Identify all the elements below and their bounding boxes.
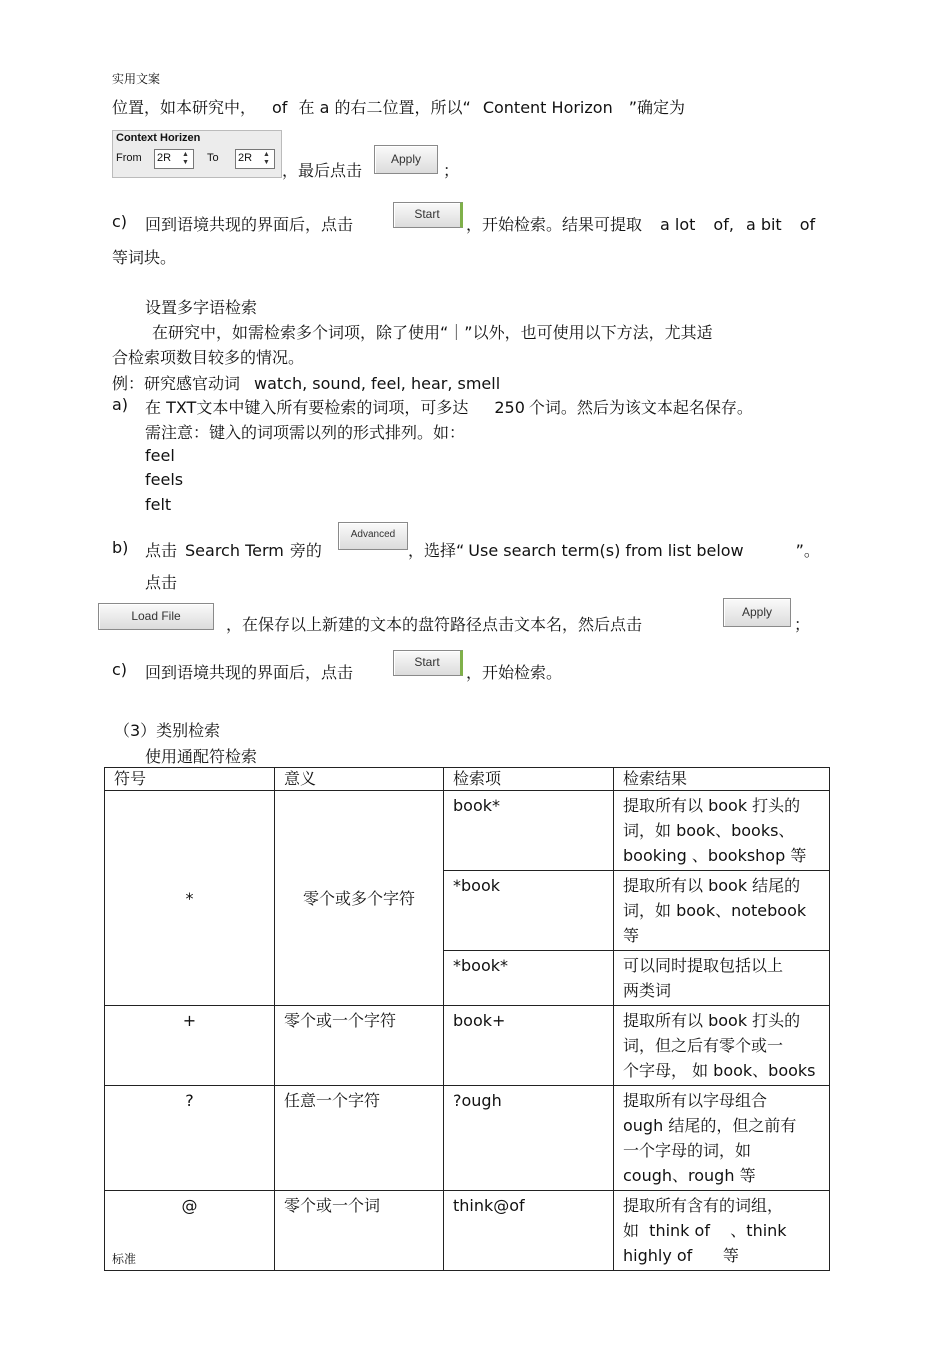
symbol-cell: * <box>105 791 275 1006</box>
result-cell <box>614 1086 830 1191</box>
page-header: 实用文案 <box>112 72 161 86</box>
result-cell <box>614 871 830 951</box>
from-value: 2R <box>157 152 172 164</box>
term-cell: *book* <box>444 951 614 1006</box>
result-line: booking 、bookshop 等 <box>623 846 807 865</box>
term-cell: ?ough <box>444 1086 614 1191</box>
result-line: 词，但之后有零个或一 <box>623 1036 784 1055</box>
wildcard-table <box>104 767 830 1271</box>
from-label: From <box>116 152 142 164</box>
word-list-item: feels <box>145 470 184 489</box>
start-button[interactable]: Start <box>393 650 463 676</box>
section-heading-multi: 设置多字语检索 <box>145 298 258 317</box>
step-b-click: 点击 <box>145 573 178 592</box>
result-line: 提取所有以 book 打头的 <box>623 796 801 815</box>
step-a-text <box>145 395 753 418</box>
step-c-text: 回到语境共现的界面后，点击 <box>145 215 354 234</box>
page-footer: 标准 <box>112 1252 137 1266</box>
table-header-cell: 意义 <box>275 768 444 791</box>
step-c-label: c) <box>112 660 128 679</box>
result-line: cough、rough 等 <box>623 1166 756 1185</box>
meaning-cell: 零个或一个字符 <box>275 1006 444 1086</box>
text: Use search term(s) from list below <box>468 541 744 560</box>
step-c-label: c) <box>112 212 128 231</box>
result-line: 提取所有以 book 结尾的 <box>623 876 801 895</box>
table-row <box>105 1086 830 1191</box>
advanced-button[interactable]: Advanced <box>338 522 408 550</box>
result-line: 两类词 <box>623 981 672 1000</box>
apply-button[interactable]: Apply <box>723 598 791 627</box>
result-cell <box>614 1191 830 1271</box>
term-cell: book+ <box>444 1006 614 1086</box>
step-c-text: ，开始检索。 <box>466 663 563 682</box>
text: 点击 <box>145 541 178 560</box>
text: ，开始检索。结果可提取 <box>466 215 643 234</box>
text: a bit <box>745 215 782 234</box>
symbol-cell: + <box>105 1006 275 1086</box>
meaning-cell: 零个或一个词 <box>275 1191 444 1271</box>
step-b-label: b) <box>112 538 129 557</box>
step-b-text <box>145 538 322 561</box>
text: ”。 <box>795 541 820 560</box>
result-line: 个字母， 如 book、books <box>623 1061 816 1080</box>
term-cell: *book <box>444 871 614 951</box>
to-value: 2R <box>238 152 253 164</box>
context-horizon-widget <box>112 130 282 178</box>
result-cell <box>614 951 830 1006</box>
symbol-cell: ? <box>105 1086 275 1191</box>
result-cell <box>614 1006 830 1086</box>
result-line: 可以同时提取包括以上 <box>623 956 784 975</box>
text-semicolon: ； <box>794 615 811 634</box>
to-label: To <box>207 152 219 164</box>
section-heading-category: （3）类别检索 <box>114 721 221 740</box>
result-line: 词，如 book、notebook <box>623 901 807 920</box>
text: 位置，如本研究中， <box>112 98 257 117</box>
multi-intro-line1: 在研究中，如需检索多个词项，除了使用“｜”以外，也可使用以下方法，尤其适 <box>152 323 713 342</box>
step-b-text: ，在保存以上新建的文本的盘符路径点击文本名，然后点击 <box>226 615 643 634</box>
multi-intro-line2: 合检索项数目较多的情况。 <box>112 348 305 367</box>
text: Content Horizon <box>482 98 613 117</box>
table-row <box>105 791 830 871</box>
text: 在 TXT文本中键入所有要检索的词项，可多达 <box>145 398 469 417</box>
text-semicolon: ； <box>443 161 460 180</box>
spinner-arrows-icon[interactable]: ▲ ▼ <box>182 151 189 166</box>
result-line: highly of 等 <box>623 1246 739 1265</box>
text: a lot <box>660 215 696 234</box>
step-c-text: 回到语境共现的界面后，点击 <box>145 663 354 682</box>
result-line: 一个字母的词，如 <box>623 1141 752 1160</box>
text: ”确定为 <box>628 98 685 117</box>
result-line: ough 结尾的，但之前有 <box>623 1116 797 1135</box>
term-cell: think@of <box>444 1191 614 1271</box>
word-list-item: felt <box>145 495 172 514</box>
apply-button[interactable]: Apply <box>374 145 438 174</box>
spinner-arrows-icon[interactable]: ▲ ▼ <box>263 151 270 166</box>
text: of <box>799 215 816 234</box>
word-list-item: feel <box>145 446 175 465</box>
to-spinner[interactable] <box>235 149 275 169</box>
symbol-cell: @ <box>105 1191 275 1271</box>
text: watch, sound, feel, hear, smell <box>254 374 501 393</box>
term-cell: book* <box>444 791 614 871</box>
table-header-cell: 符号 <box>105 768 275 791</box>
step-c-text <box>466 212 815 235</box>
table-header-cell: 检索项 <box>444 768 614 791</box>
step-b-text <box>408 538 820 561</box>
step-c-text-end: 等词块。 <box>112 248 177 267</box>
step-a-note: 需注意：键入的词项需以列的形式排列。如： <box>145 423 466 442</box>
result-line: 提取所有以 book 打头的 <box>623 1011 801 1030</box>
section-subheading-wildcard: 使用通配符检索 <box>145 747 258 766</box>
text: 个词。然后为该文本起名保存。 <box>528 398 753 417</box>
result-line: 词，如 book、books、 <box>623 821 795 840</box>
load-file-button[interactable]: Load File <box>98 603 214 630</box>
result-line: 提取所有以字母组合 <box>623 1091 768 1110</box>
result-line: 如 think of 、think <box>623 1221 787 1240</box>
text: 例：研究感官动词 <box>112 374 241 393</box>
result-line: 提取所有含有的词组， <box>623 1196 784 1215</box>
meaning-cell: 任意一个字符 <box>275 1086 444 1191</box>
text: Search Term <box>185 541 284 560</box>
text: 250 <box>494 398 525 417</box>
result-line: 等 <box>623 926 640 945</box>
start-button[interactable]: Start <box>393 202 463 228</box>
table-row <box>105 1191 830 1271</box>
meaning-cell: 零个或多个字符 <box>275 791 444 1006</box>
from-spinner[interactable] <box>154 149 194 169</box>
text: 旁的 <box>289 541 322 560</box>
text: of, <box>713 215 734 234</box>
step-a-label: a) <box>112 395 129 414</box>
context-horizon-title: Context Horizen <box>116 132 201 144</box>
text: 在 a 的右二位置，所以“ <box>298 98 471 117</box>
text: of <box>272 98 288 117</box>
result-cell <box>614 791 830 871</box>
example-line <box>112 371 500 394</box>
text-finally-click: ，最后点击 <box>282 161 363 180</box>
table-row <box>105 1006 830 1086</box>
table-header-row <box>105 768 830 791</box>
text: ，选择“ <box>408 541 465 560</box>
table-header-cell: 检索结果 <box>614 768 830 791</box>
paragraph-context-horizon <box>112 95 685 118</box>
